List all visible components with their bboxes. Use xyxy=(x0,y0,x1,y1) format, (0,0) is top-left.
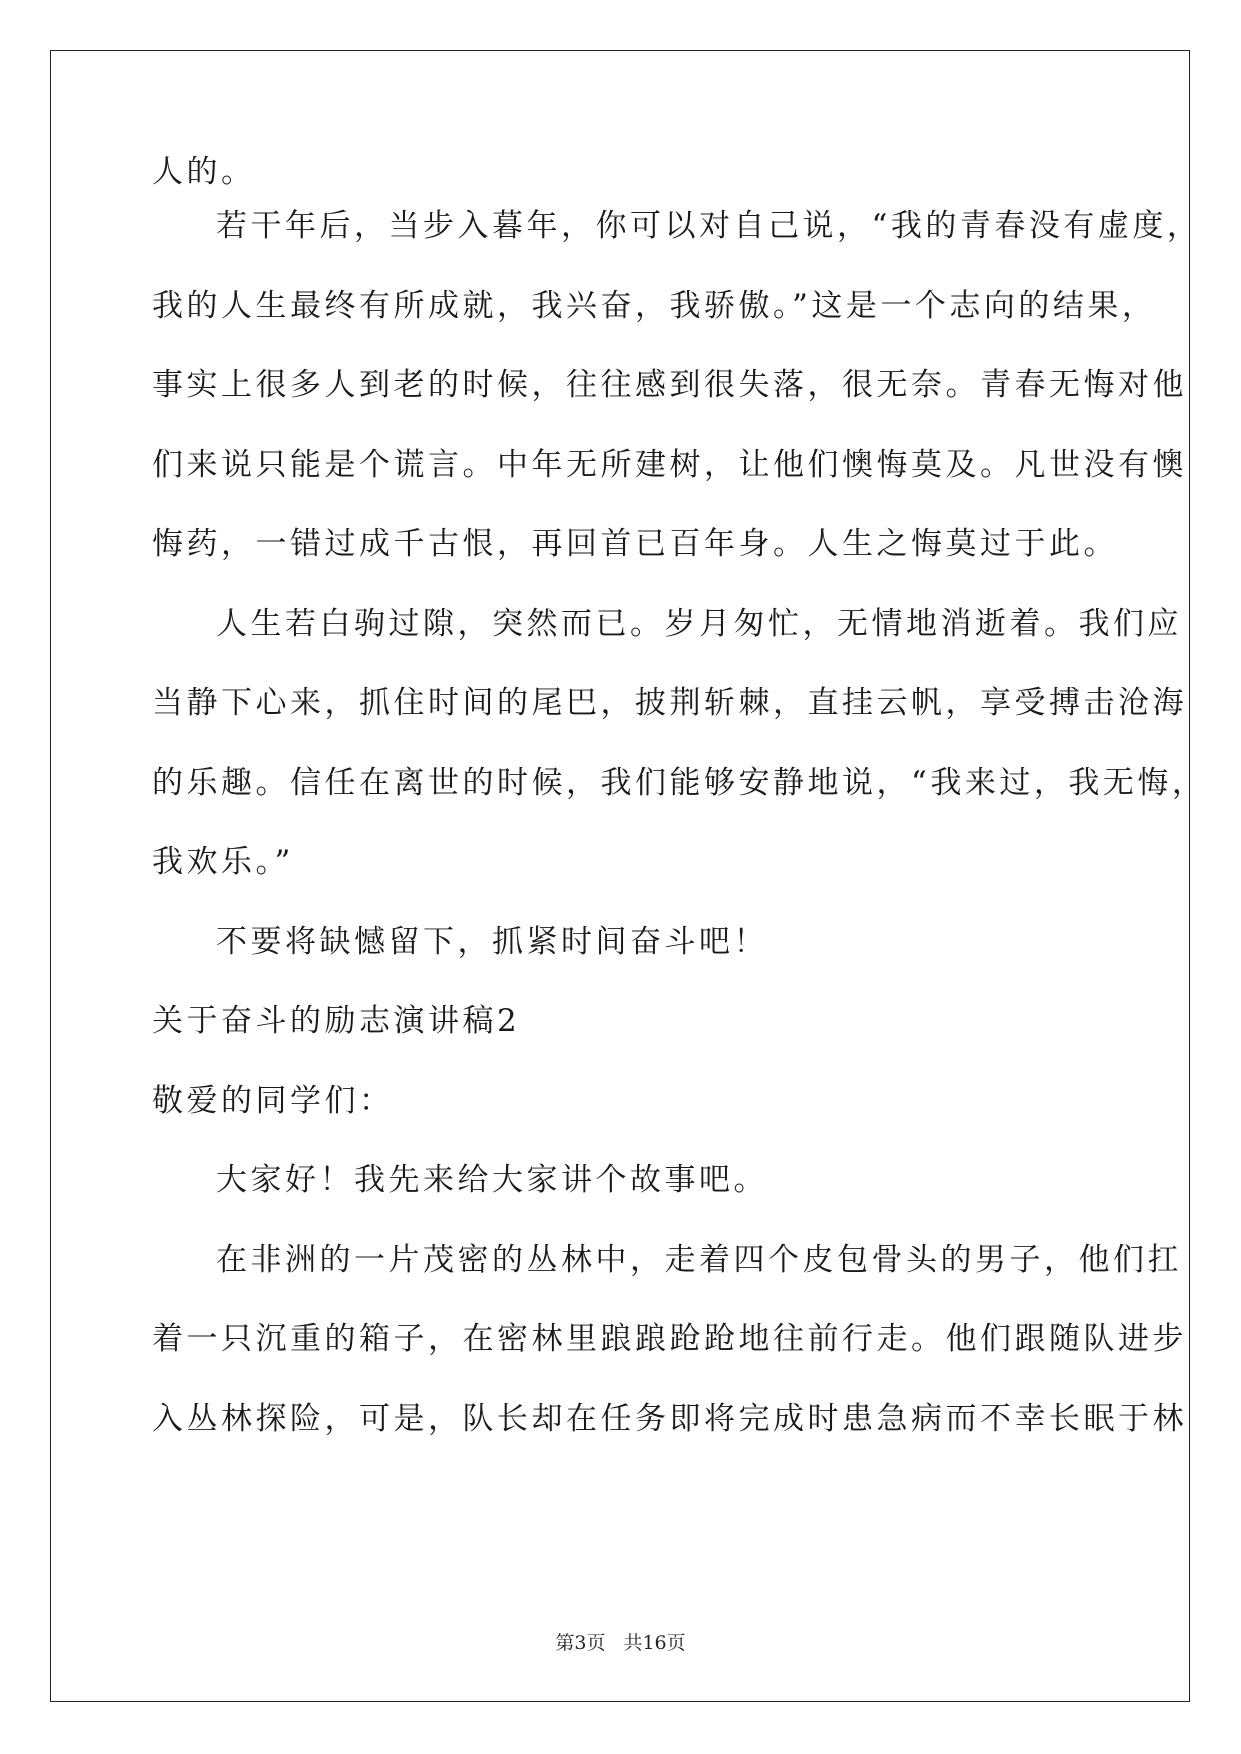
text-line: 人生若白驹过隙，突然而已。岁月匆忙，无情地消逝着。我们应 xyxy=(216,605,1182,642)
page-total: 共16页 xyxy=(623,1632,686,1654)
text-line: 若干年后，当步入暮年，你可以对自己说，“我的青春没有虚度， xyxy=(216,208,1202,244)
text-line: 我欢乐。” xyxy=(152,844,294,880)
text-line: 着一只沉重的箱子，在密林里踉踉跄跄地往前行走。他们跟随队进步 xyxy=(152,1321,1187,1357)
text-line: 人的。 xyxy=(152,154,256,190)
text-line: 的乐趣。信任在离世的时候，我们能够安静地说，“我来过，我无悔， xyxy=(152,764,1207,801)
text-line: 不要将缺憾留下，抓紧时间奋斗吧！ xyxy=(216,923,768,960)
text-line: 当静下心来，抓住时间的尾巴，披荆斩棘，直挂云帆，享受搏击沧海 xyxy=(152,685,1187,721)
page-footer xyxy=(0,1628,1241,1655)
text-line: 我的人生最终有所成就，我兴奋，我骄傲。”这是一个志向的结果， xyxy=(152,287,1157,324)
text-line: 大家好！我先来给大家讲个故事吧。 xyxy=(216,1162,768,1198)
text-line: 悔药，一错过成千古恨，再回首已百年身。人生之悔莫过于此。 xyxy=(152,526,1118,562)
text-line: 在非洲的一片茂密的丛林中，走着四个皮包骨头的男子，他们扛 xyxy=(216,1241,1182,1278)
text-line: 们来说只能是个谎言。中年无所建树，让他们懊悔莫及。凡世没有懊 xyxy=(152,446,1187,483)
salutation: 敬爱的同学们： xyxy=(152,1082,394,1119)
document-body xyxy=(152,154,1207,1459)
section-heading: 关于奋斗的励志演讲稿2 xyxy=(152,1003,521,1039)
text-line: 入丛林探险，可是，队长却在任务即将完成时患急病而不幸长眠于林 xyxy=(152,1400,1187,1437)
text-line: 事实上很多人到老的时候，往往感到很失落，很无奈。青春无悔对他 xyxy=(152,367,1187,403)
page-number: 第3页 xyxy=(555,1632,606,1654)
